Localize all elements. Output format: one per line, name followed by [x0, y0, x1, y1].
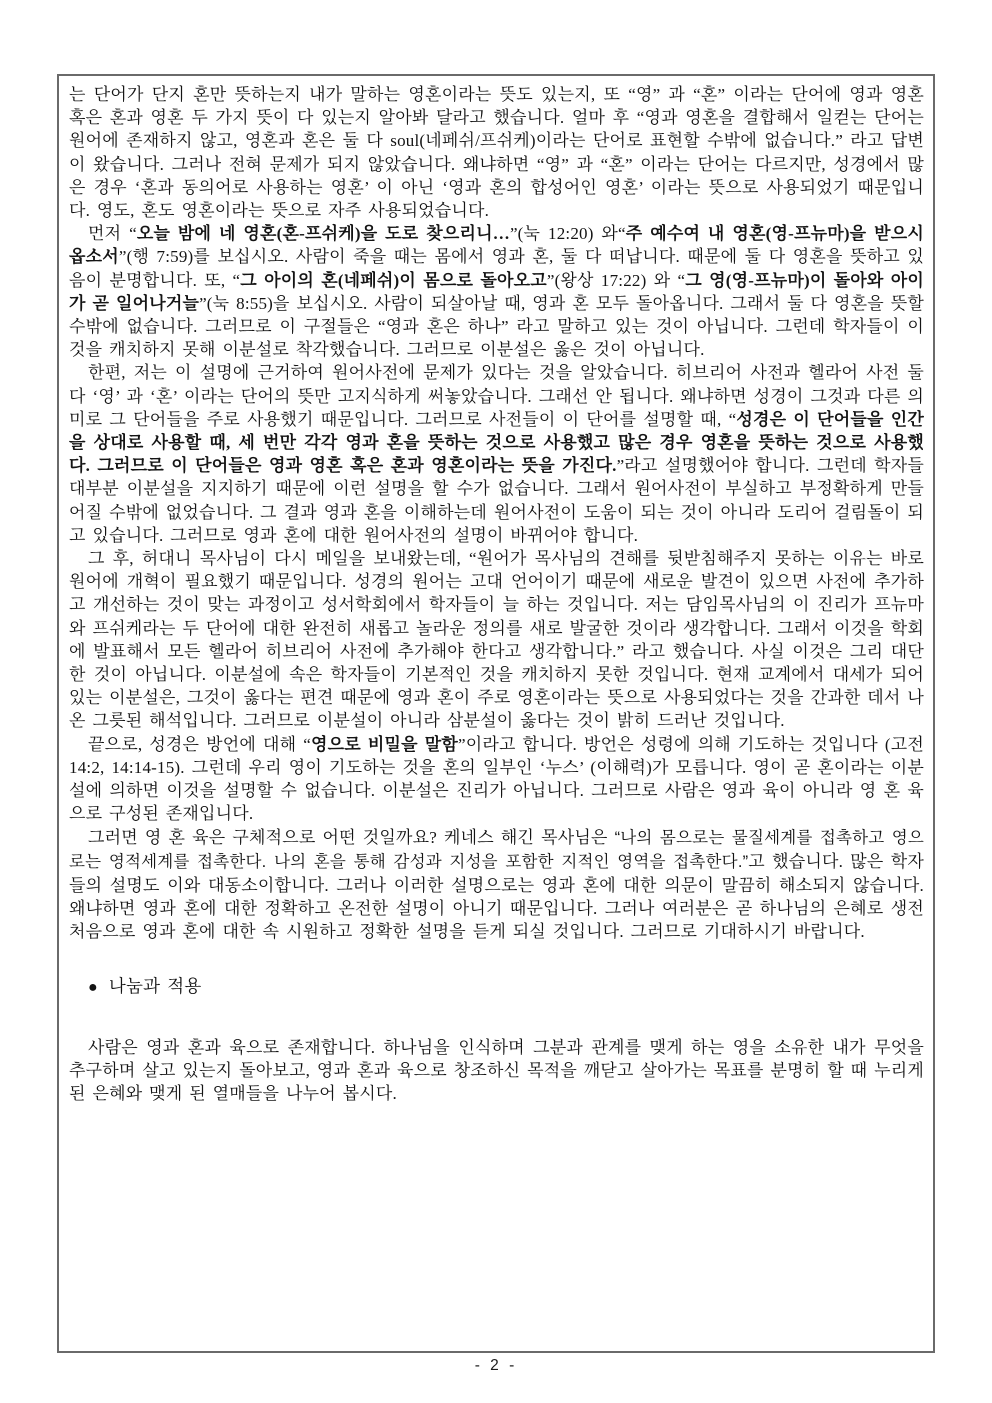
- text-run: ”(행 7:59)를 보십시오. 사람이 죽을 때는 몸에서 영과 혼, 둘 다 떠납니다. 때문에 둘 다 영혼을 뜻하고 있음이 분명합니다. 또, “: [69, 247, 924, 290]
- text-run: ”이라고 합니다. 방언은 성령에 의해 기도하는 것입니다 (고전 14:2, 14:14-15). 그런데 우리 영이 기도하는 것을 혼의 일부인 ‘누스’ (이해력)가 모릅니다. 영이 곧 혼이라는 이분설에 의하면 이것을 설명할 수 없습니다. 이분설은 진리가 아닙니다. 그러므로 사람은 영과 육이 아니라 영 혼 육으로 구성된 존재입니다.: [69, 734, 925, 824]
- quote-text-run: “나의 몸으로는 물질세계를 접촉하고 영으로는 영적세계를 접촉한다. 나의 혼을 통해 감성과 지성을 포함한 지적인 영역을 접촉한다.”: [69, 828, 925, 871]
- paragraph: [69, 547, 924, 733]
- paragraph: [69, 1036, 924, 1106]
- paragraph: [69, 222, 924, 361]
- bold-text-run: 오늘 밤에 네 영혼(혼-프쉬케)을 도로 찾으리니…: [136, 224, 510, 244]
- text-run: 는 단어가 단지 혼만 뜻하는지 내가 말하는 영혼이라는 뜻도 있는지, 또 “영” 과 “혼” 이라는 단어에 영과 영혼 혹은 혼과 영혼 두 가지 뜻이 다 있는지 알아봐 달라고 했습니다. 얼마 후 “영과 영혼을 결합해서 일컫는 단어는 원어에 존재하지 않고, 영혼과 혼은 둘 다 soul(네페쉬/프쉬케)이라는 단어로 표현할 수밖에 없습니다.” 라고 답변이 왔습니다. 그러나 전혀 문제가 되지 않았습니다. 왜냐하면 “영” 과 “혼” 이라는 단어는 다르지만, 성경에서 많은 경우 ‘혼과 동의어로 사용하는 영혼’ 이 아닌 ‘영과 혼의 합성어인 영혼’ 이라는 뜻으로 사용되었기 때문입니다. 영도, 혼도 영혼이라는 뜻으로 자주 사용되었습니다.: [69, 85, 924, 221]
- bold-text-run: 주 예수여 내 영혼(영-프뉴마)을 받으시옵소서: [69, 224, 924, 267]
- text-run: ”(눅 8:55)을 보십시오. 사람이 되살아날 때, 영과 혼 모두 돌아옵니다. 그래서 둘 다 영혼을 뜻할 수밖에 없습니다. 그러므로 이 구절들은 “영과 혼은 하나” 라고 말하고 있는 것이 아닙니다. 그런데 학자들이 이것을 캐치하지 못해 이분설로 착각했습니다. 그러므로 이분설은 옳은 것이 아닙니다.: [69, 293, 924, 360]
- text-run: 먼저 “: [88, 224, 137, 244]
- bullet-icon: ●: [88, 978, 98, 996]
- text-run: 끝으로, 성경은 방언에 대해 “: [88, 734, 312, 754]
- text-run: ”(왕상 17:22) 와 “: [546, 270, 686, 290]
- text-run: ”(눅 12:20) 와“: [509, 224, 626, 244]
- text-run: ”라고 설명했어야 합니다. 그런데 학자들 대부분 이분설을 지지하기 때문에 이런 설명을 할 수가 없습니다. 그래서 원어사전이 부실하고 부정확하게 만들어질 수밖에 없었습니다. 그 결과 영과 혼을 이해하는데 원어사전이 도움이 되는 것이 아니라 도리어 걸림돌이 되고 있습니다. 그러므로 영과 혼에 대한 원어사전의 설명이 바뀌어야 합니다.: [69, 456, 925, 545]
- paragraph: [69, 361, 924, 547]
- paragraph: [69, 733, 924, 826]
- text-run: 그 후, 허대니 목사님이 다시 메일을 보내왔는데, “원어가 목사님의 견해를 뒷받침해주지 못하는 이유는 바로 원어에 개혁이 필요했기 때문입니다. 성경의 원어는 고대 언어이기 때문에 새로운 발견이 있으면 사전에 추가하고 개선하는 것이 맞는 과정이고 성서학회에서 학자들이 늘 하는 것입니다. 저는 담임목사님의 이 진리가 프뉴마와 프쉬케라는 두 단어에 대한 완전히 새롭고 놀라운 정의를 새로 발굴한 것이라 생각합니다. 그래서 이것을 학회에 발표해서 모든 헬라어 히브리어 사전에 추가해야 한다고 생각합니다.” 라고 했습니다. 사실 이것은 그리 대단한 것이 아닙니다. 이분설에 속은 학자들이 기본적인 것을 캐치하지 못한 것입니다. 현재 교계에서 대세가 되어 있는 이분설은, 그것이 옳다는 편견 때문에 영과 혼이 주로 영혼이라는 뜻으로 사용되었다는 것을 간과한 데서 나온 그릇된 해석입니다. 그러므로 이분설이 아니라 삼분설이 옳다는 것이 밝히 드러난 것입니다.: [69, 549, 924, 731]
- document-body: [69, 83, 924, 1105]
- text-run: 한편, 저는 이 설명에 근거하여 원어사전에 문제가 있다는 것을 알았습니다. 히브리어 사전과 헬라어 사전 둘 다 ‘영’ 과 ‘혼’ 이라는 단어의 뜻만 고지식하게 써놓았습니다. 그래선 안 됩니다. 왜냐하면 성경이 그것과 다른 의미로 그 단어들을 주로 사용했기 때문입니다. 그러므로 사전들이 이 단어를 설명할 때, “: [69, 363, 924, 429]
- text-run: 고 했습니다. 많은 학자들의 설명도 이와 대동소이합니다. 그러나 이러한 설명으로는 영과 혼에 대한 의문이 말끔히 해소되지 않습니다. 왜냐하면 영과 혼에 대한 정확하고 온전한 설명이 아니기 때문입니다. 그러나 여러분은 곧 하나님의 은혜로 생전 처음으로 영과 혼에 대한 속 시원하고 정확한 설명을 듣게 되실 것입니다. 그러므로 기대하시기 바랍니다.: [69, 851, 924, 942]
- section-heading: [69, 975, 924, 999]
- bold-text-run: 영으로 비밀을 말함: [311, 734, 459, 754]
- text-run: 사람은 영과 혼과 육으로 존재합니다. 하나님을 인식하며 그분과 관계를 맺게 하는 영을 소유한 내가 무엇을 추구하며 살고 있는지 돌아보고, 영과 혼과 육으로 창조하신 목적을 깨닫고 살아가는 목표를 분명히 할 때 누리게 된 은혜와 맺게 된 열매들을 나누어 봅시다.: [69, 1037, 924, 1104]
- bold-text-run: 성경은 이 단어들을 인간을 상대로 사용할 때, 세 번만 각각 영과 혼을 뜻하는 것으로 사용했고 많은 경우 영혼을 뜻하는 것으로 사용했다. 그러므로 이 단어들은 영과 영혼 혹은 혼과 영혼이라는 뜻을 가진다.: [69, 409, 924, 476]
- document-border-frame: [57, 74, 935, 1353]
- page-number: - 2 -: [474, 1357, 518, 1374]
- bold-text-run: 그 아이의 혼(네페쉬)이 몸으로 돌아오고: [240, 270, 547, 290]
- paragraph: [69, 826, 924, 944]
- text-run: 그러면 영 혼 육은 구체적으로 어떤 것일까요? 케네스 해긴 목사님은: [88, 827, 615, 847]
- bold-text-run: 그 영(영-프뉴마)이 돌아와 아이가 곧 일어나거늘: [69, 270, 924, 313]
- text-run: 나눔과 적용: [108, 975, 202, 996]
- paragraph: [69, 83, 924, 222]
